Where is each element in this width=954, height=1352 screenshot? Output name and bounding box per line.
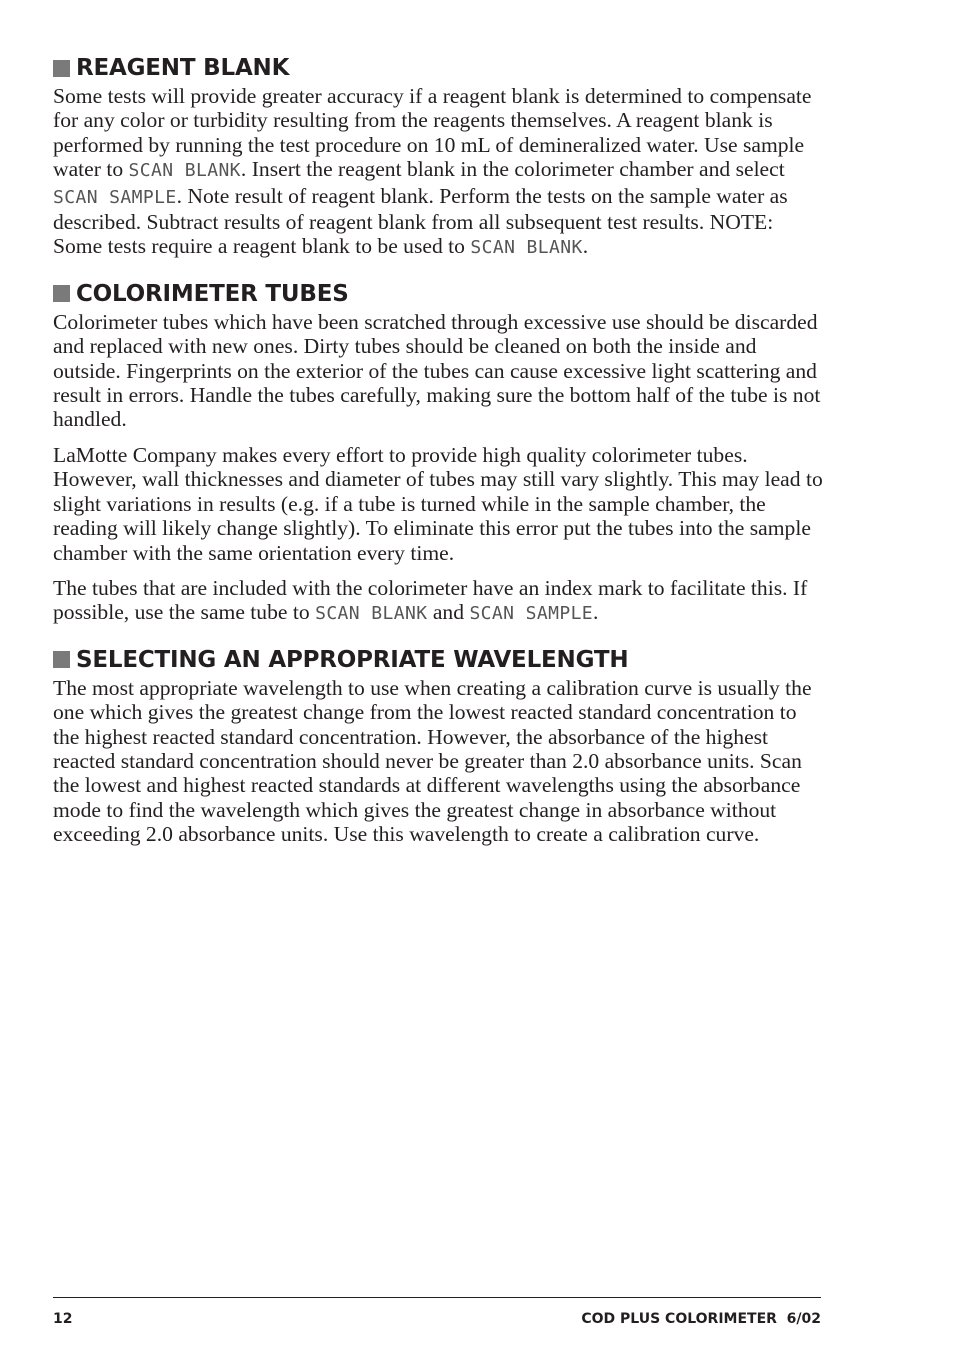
text-run: . (582, 234, 589, 259)
heading-text: REAGENT BLANK (76, 55, 290, 81)
page-content (53, 54, 825, 866)
paragraph (53, 84, 825, 261)
text-run: Colorimeter tubes which have been scratched through excessive use should be discarded and replaced with new ones. Dirty tubes should be cleaned on both the inside and outside. Fingerprints on the exterior of the tubes can cause excessive light scattering and result in errors. Handle the tubes carefully, making sure the bottom half of the tube is not handled. (53, 309, 821, 432)
display-command: SCAN BLANK (470, 237, 583, 259)
section-colorimeter-tubes (53, 280, 825, 627)
heading-bullet-square (53, 285, 70, 302)
display-command: SCAN SAMPLE (469, 603, 594, 625)
text-run: and (427, 600, 470, 625)
document-title: COD PLUS COLORIMETER 6/02 (581, 1311, 821, 1327)
paragraph (53, 676, 825, 847)
text-run: . (593, 600, 599, 625)
display-command: SCAN SAMPLE (53, 186, 177, 208)
text-run: The most appropriate wavelength to use when creating a calibration curve is usually the one which gives the greatest change from the lowest reacted standard concentration to the highest reacted standard concentration. However, the absorbance of the highest reacted standard concentration should never be greater than 2.0 absorbance units. Scan the lowest and highest reacted standards at different wavelengths using the absorbance mode to find the wavelength which gives the greatest change in absorbance without exceeding 2.0 absorbance units. Use this wavelength to create a calibration curve. (53, 675, 812, 847)
heading-bullet-square (53, 651, 70, 668)
paragraph (53, 443, 825, 565)
page-number: 12 (53, 1311, 73, 1327)
heading-text: SELECTING AN APPROPRIATE WAVELENGTH (76, 646, 629, 673)
section-selecting-wavelength (53, 646, 825, 847)
heading-text: COLORIMETER TUBES (76, 280, 349, 307)
section-heading (53, 54, 825, 82)
text-run: Some tests will provide greater accuracy if a reagent blank is determined to compensate for any color or turbidity resulting from the reagents themselves. A reagent blank is performed by running the test procedure on 10 mL of demineralized water. Use sample water to (53, 84, 812, 182)
heading-bullet-square (53, 60, 70, 77)
text-run: The tubes that are included with the colorimeter have an index mark to facilitate this. If possible, use the same tube to (53, 575, 808, 625)
section-heading (53, 280, 825, 308)
section-heading (53, 646, 825, 674)
paragraph (53, 576, 825, 627)
text-run: LaMotte Company makes every effort to provide high quality colorimeter tubes. However, wall thicknesses and diameter of tubes may still vary slightly. This may lead to slight variations in results (e.g. if a tube is turned while in the sample chamber, the reading will likely change slightly). To eliminate this error put the tubes into the sample chamber with the same orientation every time. (53, 442, 823, 565)
display-command: SCAN BLANK (128, 160, 241, 182)
paragraph (53, 310, 825, 432)
section-reagent-blank (53, 54, 825, 261)
text-run: . Note result of reagent blank. Perform the tests on the sample water as described. Subtract results of reagent blank from all subsequent test results. NOTE: Some tests require a reagent blank to be used to (53, 183, 788, 259)
display-command: SCAN BLANK (315, 603, 428, 625)
footer-rule (53, 1297, 821, 1298)
text-run: . Insert the reagent blank in the colorimeter chamber and select (240, 157, 785, 182)
